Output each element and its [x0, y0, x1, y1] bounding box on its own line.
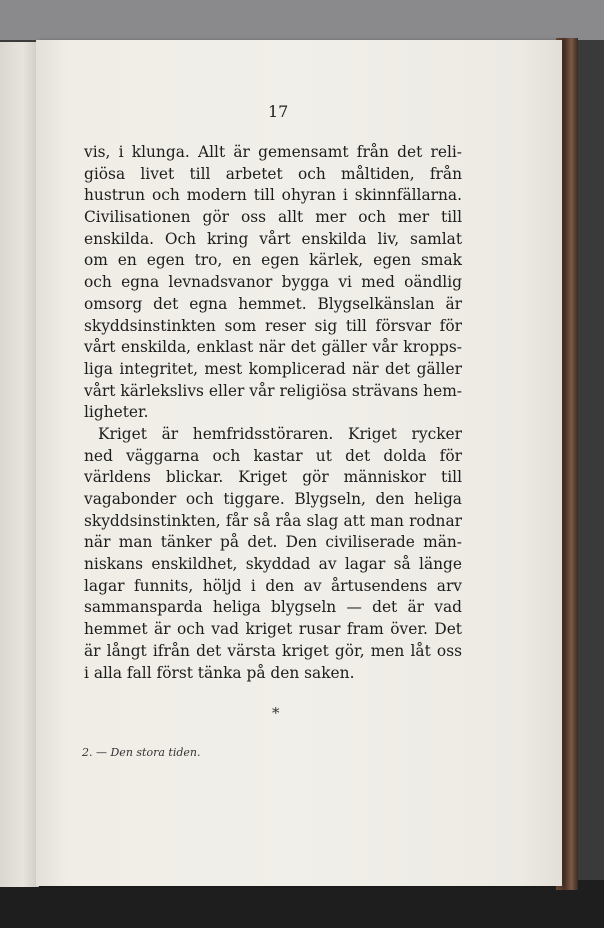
- table-background: [0, 880, 604, 928]
- text-line: ligheter.: [84, 403, 149, 422]
- text-line: vårt enskilda, enklast när det gäller vår kropps-: [84, 338, 462, 357]
- text-line: ned väggarna och kastar ut det dolda för: [84, 446, 462, 465]
- text-line: Civilisationen gör oss allt mer och mer till: [84, 208, 462, 227]
- text-line: hustrun och modern till ohyran i skinnfällarna.: [84, 186, 462, 205]
- text-line: hemmet är och vad kriget rusar fram över. Det: [84, 620, 462, 639]
- text-line: giösa livet till arbetet och måltiden, från: [84, 164, 462, 183]
- text-line: vagabonder och tiggare. Blygseln, den heliga: [84, 490, 462, 508]
- text-line: vis, i klunga. Allt är gemensamt från det reli-: [84, 143, 462, 161]
- text-line: Kriget är hemfridsstöraren. Kriget rycker: [98, 424, 462, 443]
- text-line: omsorg det egna hemmet. Blygselkänslan är: [84, 294, 462, 313]
- book-page: [36, 40, 562, 886]
- text-line: lagar funnits, höljd i den av årtusendens arv: [84, 576, 462, 595]
- text-line: är långt ifrån det värsta kriget gör, men låt oss: [84, 641, 462, 660]
- text-line: när man tänker på det. Den civiliserade män-: [84, 533, 462, 552]
- section-separator: *: [272, 704, 280, 722]
- text-line: skyddsinstinkten, får så råa slag att man rodnar: [84, 511, 462, 530]
- text-line: om en egen tro, en egen kärlek, egen smak: [84, 251, 462, 270]
- text-line: enskilda. Och kring vårt enskilda liv, samlat: [84, 229, 462, 248]
- text-line: liga integritet, mest komplicerad när det gäller: [84, 359, 462, 378]
- text-line: i alla fall först tänka på den saken.: [84, 663, 355, 682]
- text-line: vårt kärlekslivs eller vår religiösa strävans hem-: [84, 381, 462, 400]
- text-line: och egna levnadsvanor bygga vi med oändlig: [84, 273, 462, 292]
- text-line: niskans enskildhet, skyddad av lagar så länge: [84, 555, 462, 574]
- page-text: [84, 142, 462, 684]
- facing-page-edge: [0, 42, 39, 887]
- text-line: sammansparda heliga blygseln — det är vad: [84, 598, 462, 617]
- page-number: 17: [268, 102, 289, 121]
- signature-mark: 2. — Den stora tiden.: [82, 746, 201, 759]
- text-line: skyddsinstinkten som reser sig till försvar för: [84, 316, 462, 335]
- text-line: världens blickar. Kriget gör människor till: [84, 468, 462, 487]
